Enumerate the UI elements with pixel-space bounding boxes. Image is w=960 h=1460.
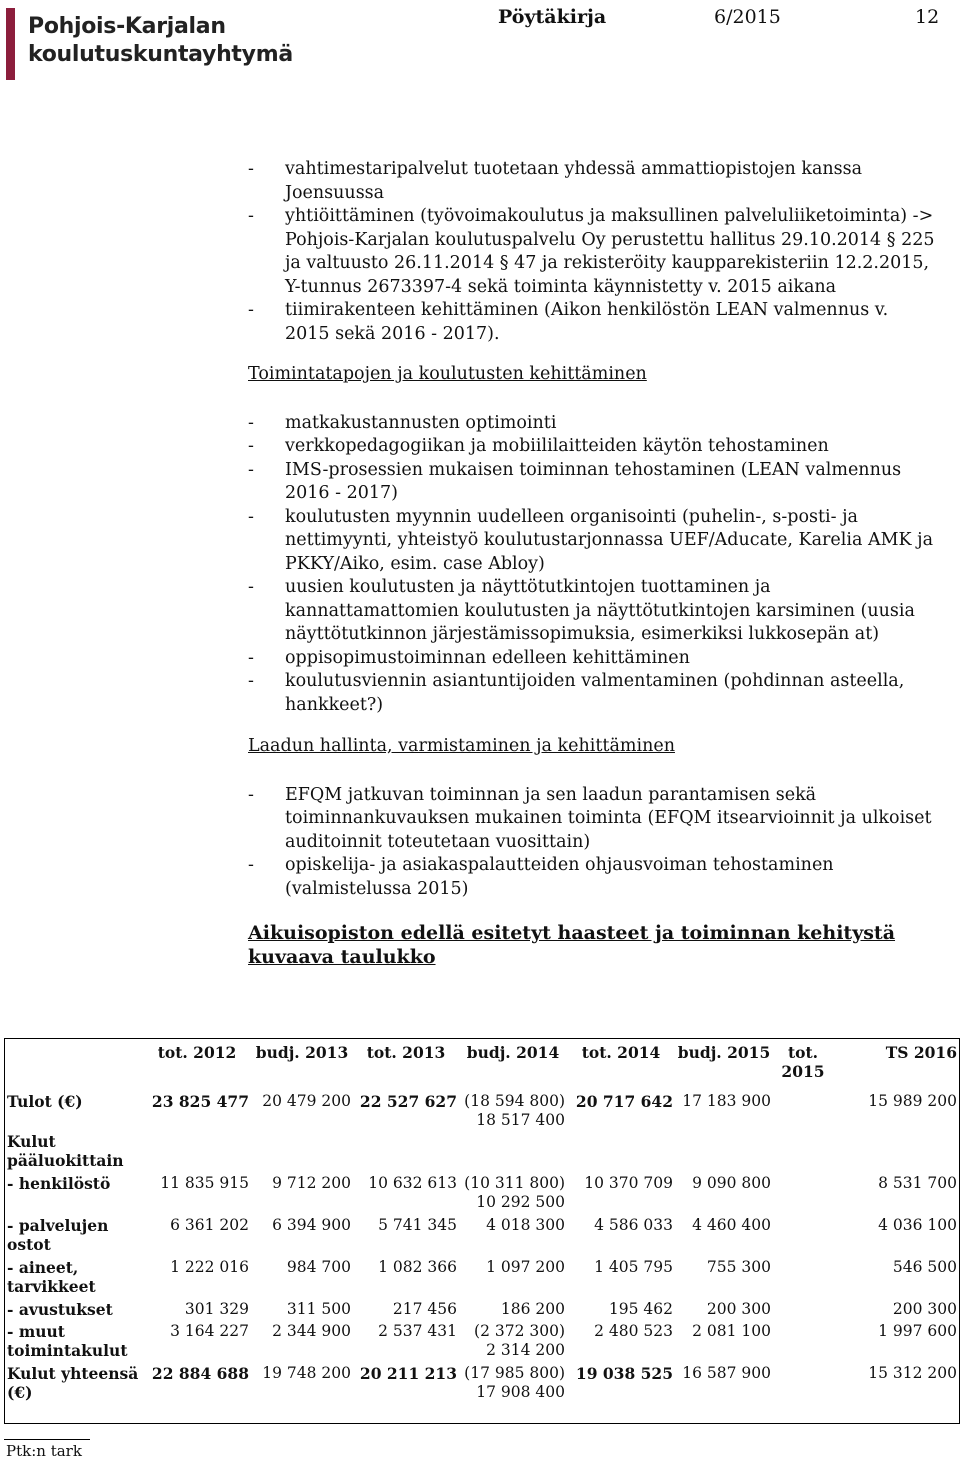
table-cell — [773, 1173, 833, 1215]
footnote: Ptk:n tark — [6, 1442, 82, 1460]
cell-value: 1 405 795 — [594, 1258, 673, 1276]
table-row — [5, 1131, 959, 1173]
table-row — [5, 1299, 959, 1321]
cell-value: 15 989 200 — [868, 1092, 957, 1110]
list-item — [248, 158, 938, 205]
row-label: - henkilöstö — [7, 1174, 111, 1193]
row-label: - avustukset — [7, 1300, 113, 1319]
cell-value: (2 372 300) — [474, 1322, 565, 1340]
table-cell — [143, 1299, 251, 1321]
table-cell — [773, 1215, 833, 1257]
cell-value: 23 825 477 — [151, 1092, 249, 1111]
table-cell — [833, 1299, 959, 1321]
table-cell — [251, 1321, 353, 1363]
table-cell — [567, 1257, 675, 1299]
table-cell — [459, 1131, 567, 1173]
logo-bar — [6, 8, 15, 80]
table-cell — [459, 1215, 567, 1257]
cell-value: 10 370 709 — [584, 1174, 673, 1192]
table-cell — [459, 1257, 567, 1299]
row-label: Tulot (€) — [7, 1092, 83, 1111]
table-cell — [833, 1257, 959, 1299]
table-cell — [675, 1257, 773, 1299]
bullet-dash: - — [248, 159, 254, 179]
cell-value: 20 717 642 — [575, 1092, 673, 1111]
cell-value: 200 300 — [706, 1300, 771, 1318]
cell-secondary-value: 2 314 200 — [486, 1341, 565, 1359]
section-2-list — [248, 412, 938, 718]
cell-secondary-value: 18 517 400 — [476, 1111, 565, 1129]
cell-value: 2 344 900 — [272, 1322, 351, 1340]
cell-value: 20 479 200 — [262, 1092, 351, 1110]
table-cell — [675, 1299, 773, 1321]
list-item — [248, 459, 938, 506]
table-cell — [251, 1131, 353, 1173]
bullet-dash: - — [248, 412, 254, 433]
cell-value: 5 741 345 — [378, 1216, 457, 1234]
table-row — [5, 1082, 959, 1131]
table-cell — [675, 1173, 773, 1215]
cell-value: 2 480 523 — [594, 1322, 673, 1340]
list-item — [248, 576, 938, 647]
cell-secondary-value: 17 908 400 — [476, 1383, 565, 1401]
bullet-dash: - — [248, 206, 254, 226]
bullet-dash: - — [248, 577, 254, 597]
cell-value: 4 018 300 — [486, 1216, 565, 1234]
list-item — [248, 670, 938, 717]
table-cell — [459, 1173, 567, 1215]
list-item — [248, 784, 938, 855]
column-header: budj. 2014 — [466, 1043, 560, 1062]
column-header — [5, 1039, 143, 1082]
bullet-dash: - — [248, 506, 254, 527]
table-cell — [143, 1257, 251, 1299]
section-3-list — [248, 784, 938, 902]
table-cell — [567, 1215, 675, 1257]
document-body — [248, 158, 938, 969]
table-cell — [251, 1173, 353, 1215]
cell-value: 2 081 100 — [692, 1322, 771, 1340]
row-label: - aineet, tarvikkeet — [7, 1258, 96, 1296]
cell-value: 217 456 — [392, 1300, 457, 1318]
list-item — [248, 647, 938, 671]
bullet-dash: - — [248, 647, 254, 668]
table-row — [5, 1215, 959, 1257]
table-cell — [143, 1215, 251, 1257]
list-item-text: matkakustannusten optimointi — [285, 412, 557, 433]
cell-value: 984 700 — [286, 1258, 351, 1276]
table-cell — [773, 1363, 833, 1411]
cell-value: 4 460 400 — [692, 1216, 771, 1234]
table-cell — [833, 1173, 959, 1215]
page-number: 12 — [915, 6, 940, 28]
cell-value: 1 082 366 — [378, 1258, 457, 1276]
cell-value: 755 300 — [706, 1258, 771, 1276]
row-label: Kulut pääluokittain — [7, 1132, 124, 1170]
cell-value: 9 712 200 — [272, 1174, 351, 1192]
finance-table — [5, 1039, 959, 1411]
cell-value: 9 090 800 — [692, 1174, 771, 1192]
bullet-dash: - — [248, 300, 254, 320]
table-cell — [833, 1363, 959, 1411]
cell-value: 22 527 627 — [359, 1092, 457, 1111]
table-cell — [675, 1131, 773, 1173]
cell-value: 22 884 688 — [151, 1364, 249, 1383]
table-cell — [675, 1215, 773, 1257]
table-cell — [353, 1299, 459, 1321]
table-cell — [353, 1215, 459, 1257]
table-cell — [773, 1321, 833, 1363]
table-cell — [773, 1257, 833, 1299]
table-cell — [833, 1321, 959, 1363]
list-item — [248, 205, 938, 299]
list-item-text: yhtiöittäminen (työvoimakoulutus ja maksullinen palveluliiketoiminta) -> Pohjois-Karjalan koulutuspalvelu Oy perustettu hallitus 29.10.2014 § 225 ja valtuusto 26.11.2014 § 47 ja rekisteröity kaupparekisteriin 12.2.2015, Y-tunnus 2673397-4 sekä toiminta käynnistetty v. 2015 aikana — [285, 206, 935, 297]
list-item — [248, 412, 938, 436]
table-cell — [833, 1131, 959, 1173]
list-item — [248, 854, 938, 901]
column-header: tot. 2013 — [366, 1043, 446, 1062]
table-cell — [675, 1321, 773, 1363]
list-item-text: tiimirakenteen kehittäminen (Aikon henkilöstön LEAN valmennus v. 2015 sekä 2016 - 2017). — [285, 300, 889, 344]
cell-value: 8 531 700 — [878, 1174, 957, 1192]
section-heading-quality: Laadun hallinta, varmistaminen ja kehittäminen — [248, 736, 675, 756]
document-type: Pöytäkirja — [498, 6, 607, 28]
list-item-text: IMS-prosessien mukaisen toiminnan tehostaminen (LEAN valmennus 2016 - 2017) — [285, 459, 902, 503]
table-heading: Aikuisopiston edellä esitetyt haasteet ja toiminnan kehitystä kuvaava taulukko — [248, 922, 896, 968]
table-cell — [459, 1363, 567, 1411]
table-cell — [251, 1299, 353, 1321]
list-item-text: oppisopimustoiminnan edelleen kehittäminen — [285, 647, 690, 668]
table-cell — [567, 1299, 675, 1321]
table-cell — [773, 1082, 833, 1131]
table-cell — [675, 1082, 773, 1131]
cell-value: 4 036 100 — [878, 1216, 957, 1234]
cell-value: 15 312 200 — [868, 1364, 957, 1382]
cell-value: 195 462 — [608, 1300, 673, 1318]
cell-value: 11 835 915 — [160, 1174, 249, 1192]
column-header: budj. 2013 — [255, 1043, 349, 1062]
table-cell — [353, 1257, 459, 1299]
cell-value: 17 183 900 — [682, 1092, 771, 1110]
column-header: budj. 2015 — [677, 1043, 771, 1062]
org-logo — [6, 4, 296, 82]
cell-value: 3 164 227 — [170, 1322, 249, 1340]
cell-value: (18 594 800) — [464, 1092, 565, 1110]
cell-value: 6 361 202 — [170, 1216, 249, 1234]
column-header: TS 2016 — [885, 1043, 957, 1062]
cell-value: 200 300 — [892, 1300, 957, 1318]
list-item-text: koulutusviennin asiantuntijoiden valmentaminen (pohdinnan asteella, hankkeet?) — [285, 671, 905, 715]
row-label: Kulut yhteensä (€) — [7, 1364, 139, 1402]
table-header-row — [5, 1039, 959, 1082]
cell-value: 186 200 — [500, 1300, 565, 1318]
table-cell — [353, 1363, 459, 1411]
table-cell — [459, 1299, 567, 1321]
cell-value: 6 394 900 — [272, 1216, 351, 1234]
finance-table-frame — [4, 1038, 960, 1424]
cell-value: 19 038 525 — [575, 1364, 673, 1383]
table-cell — [353, 1321, 459, 1363]
table-cell — [833, 1082, 959, 1131]
table-cell — [567, 1082, 675, 1131]
footnote-rule — [4, 1439, 90, 1440]
table-cell — [675, 1363, 773, 1411]
table-cell — [567, 1173, 675, 1215]
table-row — [5, 1257, 959, 1299]
document-number: 6/2015 — [714, 6, 781, 28]
cell-value: 1 222 016 — [170, 1258, 249, 1276]
cell-value: 2 537 431 — [378, 1322, 457, 1340]
cell-value: (17 985 800) — [464, 1364, 565, 1382]
cell-value: 1 097 200 — [486, 1258, 565, 1276]
table-cell — [833, 1215, 959, 1257]
logo-org-name-line1: Pohjois-Karjalan — [28, 14, 226, 39]
cell-value: 4 586 033 — [594, 1216, 673, 1234]
bullet-dash: - — [248, 459, 254, 480]
table-row — [5, 1321, 959, 1363]
column-header: tot. 2015 — [781, 1043, 825, 1081]
bullet-dash: - — [248, 436, 254, 456]
table-cell — [459, 1321, 567, 1363]
table-cell — [251, 1215, 353, 1257]
table-cell — [143, 1173, 251, 1215]
column-header: tot. 2014 — [581, 1043, 661, 1062]
bullet-dash: - — [248, 784, 254, 805]
cell-secondary-value: 10 292 500 — [476, 1193, 565, 1211]
cell-value: (10 311 800) — [464, 1174, 565, 1192]
logo-org-name-line2: koulutuskuntayhtymä — [28, 42, 293, 67]
cell-value: 301 329 — [184, 1300, 249, 1318]
table-cell — [459, 1082, 567, 1131]
list-item-text: opiskelija- ja asiakaspalautteiden ohjausvoiman tehostaminen (valmistelussa 2015) — [285, 855, 834, 899]
table-cell — [773, 1131, 833, 1173]
table-cell — [143, 1321, 251, 1363]
bullet-dash: - — [248, 671, 254, 691]
cell-value: 19 748 200 — [262, 1364, 351, 1382]
table-cell — [773, 1299, 833, 1321]
table-cell — [353, 1131, 459, 1173]
table-cell — [143, 1363, 251, 1411]
table-row — [5, 1173, 959, 1215]
table-cell — [251, 1257, 353, 1299]
list-item — [248, 435, 938, 459]
row-label: - palvelujen ostot — [7, 1216, 109, 1254]
row-label: - muut toimintakulut — [7, 1322, 128, 1360]
list-item-text: vahtimestaripalvelut tuotetaan yhdessä ammattiopistojen kanssa Joensuussa — [285, 159, 863, 203]
table-row — [5, 1363, 959, 1411]
section-heading-development: Toimintatapojen ja koulutusten kehittäminen — [248, 364, 647, 384]
list-item — [248, 506, 938, 577]
list-item-text: EFQM jatkuvan toiminnan ja sen laadun parantamisen sekä toiminnankuvauksen mukainen toiminta (EFQM itsearvioinnit ja ulkoiset auditoinnit toteutetaan vuosittain) — [285, 784, 932, 852]
list-item-text: uusien koulutusten ja näyttötutkintojen tuottaminen ja kannattamattomien koulutusten ja näyttötutkintojen karsiminen (uusia näyttötutkinnon järjestämissopimuksia, esimerkiksi lukkosepän at) — [285, 577, 915, 644]
cell-value: 20 211 213 — [359, 1364, 457, 1383]
table-cell — [143, 1131, 251, 1173]
table-cell — [251, 1082, 353, 1131]
list-item — [248, 299, 938, 346]
table-cell — [251, 1363, 353, 1411]
bullet-dash: - — [248, 855, 254, 875]
cell-value: 16 587 900 — [682, 1364, 771, 1382]
cell-value: 311 500 — [286, 1300, 351, 1318]
table-cell — [353, 1082, 459, 1131]
list-item-text: koulutusten myynnin uudelleen organisointi (puhelin-, s-posti- ja nettimyynti, yhteistyö koulutustarjonnassa UEF/Aducate, Karelia AMK ja PKKY/Aiko, esim. case Abloy) — [285, 506, 934, 574]
cell-value: 10 632 613 — [368, 1174, 457, 1192]
table-cell — [143, 1082, 251, 1131]
list-item-text: verkkopedagogiikan ja mobiililaitteiden käytön tehostaminen — [285, 436, 829, 456]
cell-value: 546 500 — [892, 1258, 957, 1276]
table-cell — [567, 1321, 675, 1363]
column-header: tot. 2012 — [157, 1043, 237, 1062]
table-cell — [567, 1131, 675, 1173]
table-cell — [353, 1173, 459, 1215]
section-1-list — [248, 158, 938, 346]
table-cell — [567, 1363, 675, 1411]
cell-value: 1 997 600 — [878, 1322, 957, 1340]
